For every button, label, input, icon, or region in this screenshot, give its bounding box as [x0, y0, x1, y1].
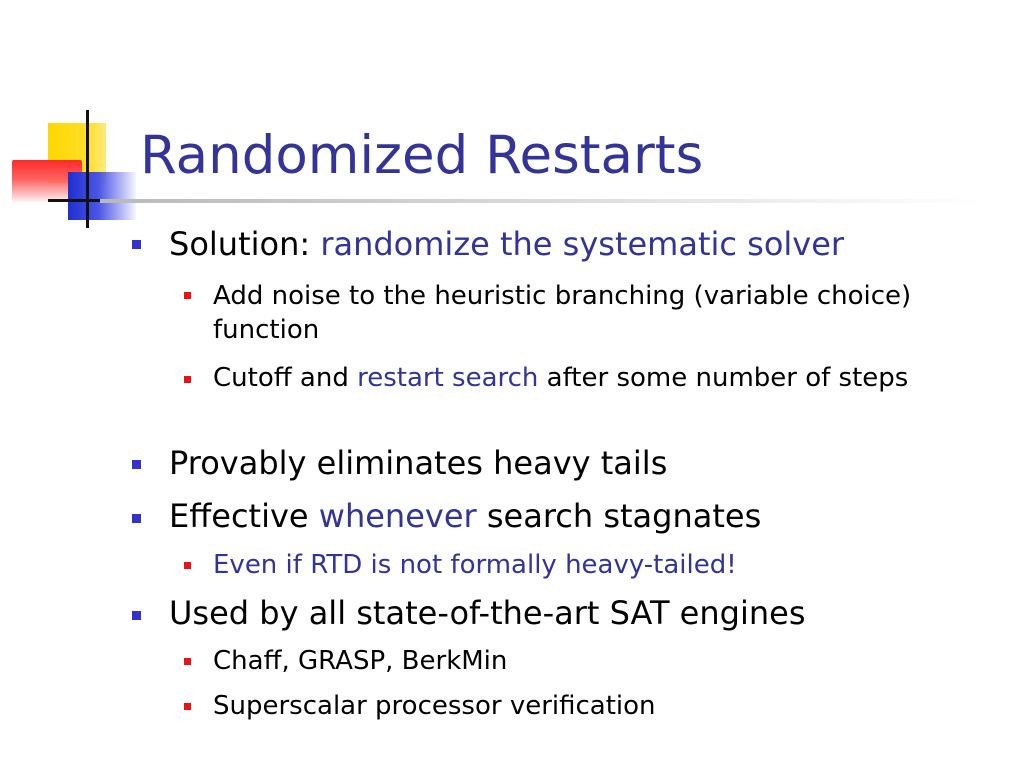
bullet-item	[169, 225, 844, 263]
sub-bullet-item	[213, 644, 913, 678]
sub-bullet-item	[213, 689, 913, 723]
bullet-icon	[132, 514, 141, 523]
sub-bullet-icon	[184, 658, 191, 665]
bullet-item	[169, 497, 761, 535]
bullet-icon	[132, 611, 141, 620]
bullet-text-highlight: Even if RTD is not formally heavy-tailed!	[213, 550, 737, 580]
sub-bullet-icon	[184, 562, 191, 569]
bullet-text-highlight: whenever	[318, 497, 477, 535]
vertical-line	[86, 110, 89, 228]
bullet-item	[169, 594, 805, 632]
sub-bullet-item	[213, 361, 913, 395]
title-divider	[100, 199, 980, 203]
sub-bullet-icon	[184, 703, 191, 710]
bullet-text: search stagnates	[476, 497, 762, 535]
bullet-text: after some number of steps	[538, 363, 909, 393]
bullet-icon	[132, 240, 141, 249]
bullet-text: Effective	[169, 497, 319, 535]
bullet-text: Chaff, GRASP, BerkMin	[213, 646, 508, 676]
slide-title: Randomized Restarts	[140, 125, 704, 186]
bullet-text: Solution:	[169, 225, 321, 263]
bullet-item	[169, 444, 667, 482]
bullet-icon	[132, 460, 141, 469]
decorative-logo	[0, 100, 140, 230]
bullet-text: Provably eliminates heavy tails	[169, 444, 668, 482]
bullet-text: Used by all state-of-the-art SAT engines	[169, 594, 806, 632]
bullet-text: Cutoff and	[213, 363, 358, 393]
bullet-text-highlight: restart search	[357, 363, 539, 393]
bullet-text: Superscalar processor verification	[213, 691, 656, 721]
sub-bullet-icon	[184, 292, 191, 299]
sub-bullet-item	[213, 279, 913, 347]
sub-bullet-icon	[184, 376, 191, 383]
blue-block	[68, 172, 136, 220]
bullet-text: Add noise to the heuristic branching (variable choice) function	[213, 281, 912, 345]
sub-bullet-item	[213, 548, 913, 582]
bullet-text-highlight: randomize the systematic solver	[320, 225, 845, 263]
